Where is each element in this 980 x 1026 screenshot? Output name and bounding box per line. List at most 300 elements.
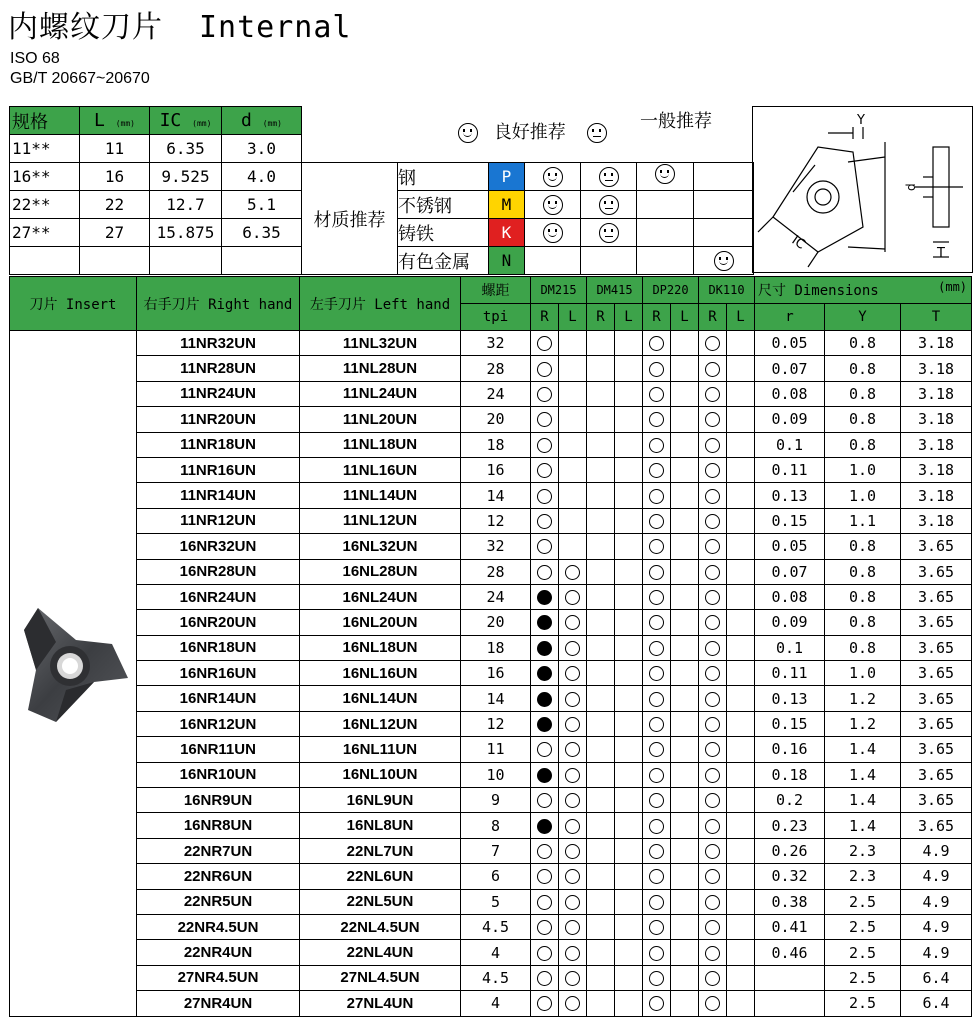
left-hand-code: 11NL28UN xyxy=(300,356,461,381)
grade-cell xyxy=(587,838,615,863)
grade-dp220: DP220 xyxy=(643,277,699,304)
dim-y-value: 1.0 xyxy=(825,483,901,508)
grade-cell xyxy=(615,635,643,660)
grade-cell xyxy=(671,737,699,762)
material-recommend-cell xyxy=(637,191,694,219)
grade-cell xyxy=(587,381,615,406)
table-row xyxy=(10,788,972,813)
spec-row xyxy=(10,191,302,219)
dim-t-value: 6.4 xyxy=(901,991,972,1016)
legend-good: 良好推荐 xyxy=(458,118,607,144)
grade-cell xyxy=(559,889,587,914)
dim-r-value: 0.18 xyxy=(755,762,825,787)
tpi-value: 28 xyxy=(461,356,531,381)
right-hand-code: 22NR7UN xyxy=(137,838,300,863)
left-hand-code: 27NL4.5UN xyxy=(300,965,461,990)
grade-cell xyxy=(587,762,615,787)
grade-cell xyxy=(587,534,615,559)
dim-r-value: 0.16 xyxy=(755,737,825,762)
open-circle-icon xyxy=(537,387,552,402)
open-circle-icon xyxy=(565,615,580,630)
diagram-d-label: d xyxy=(904,183,918,191)
grade-cell xyxy=(643,534,671,559)
grade-cell xyxy=(671,661,699,686)
open-circle-icon xyxy=(649,565,664,580)
grade-cell xyxy=(643,483,671,508)
table-row xyxy=(10,381,972,406)
grade-cell xyxy=(643,559,671,584)
grade-cell xyxy=(699,534,727,559)
open-circle-icon xyxy=(705,387,720,402)
open-circle-icon xyxy=(649,869,664,884)
grade-cell xyxy=(699,914,727,939)
filled-circle-icon xyxy=(537,819,552,834)
grade-cell xyxy=(727,686,755,711)
grade-cell xyxy=(615,457,643,482)
tpi-value: 7 xyxy=(461,838,531,863)
tpi-value: 4.5 xyxy=(461,965,531,990)
open-circle-icon xyxy=(705,539,720,554)
grade-cell xyxy=(699,483,727,508)
open-circle-icon xyxy=(649,996,664,1011)
grade-cell xyxy=(727,762,755,787)
dim-t-value: 6.4 xyxy=(901,965,972,990)
left-hand-code: 16NL14UN xyxy=(300,686,461,711)
dim-y-value: 2.5 xyxy=(825,889,901,914)
grade-cell xyxy=(587,508,615,533)
grade-cell xyxy=(671,331,699,356)
grade-cell xyxy=(727,584,755,609)
open-circle-icon xyxy=(537,996,552,1011)
recommend-smiley-icon xyxy=(599,167,619,187)
grade-cell xyxy=(531,610,559,635)
dim-y-value: 2.5 xyxy=(825,991,901,1016)
open-circle-icon xyxy=(705,971,720,986)
table-row xyxy=(10,940,972,965)
dim-y-value: 1.2 xyxy=(825,711,901,736)
open-circle-icon xyxy=(649,742,664,757)
good-smiley-icon xyxy=(458,123,478,143)
filled-circle-icon xyxy=(537,615,552,630)
dim-r-value: 0.05 xyxy=(755,331,825,356)
right-hand-code: 16NR16UN xyxy=(137,661,300,686)
grade-cell xyxy=(671,407,699,432)
spec-row xyxy=(10,219,302,247)
grade-cell xyxy=(587,991,615,1016)
grade-cell xyxy=(559,457,587,482)
left-hand-code: 16NL16UN xyxy=(300,661,461,686)
left-hand-code: 11NL14UN xyxy=(300,483,461,508)
grade-cell xyxy=(615,711,643,736)
right-hand-code: 11NR12UN xyxy=(137,508,300,533)
open-circle-icon xyxy=(705,819,720,834)
l-cell: 27 xyxy=(80,219,150,247)
left-hand-code: 11NL32UN xyxy=(300,331,461,356)
open-circle-icon xyxy=(565,666,580,681)
grade-cell xyxy=(615,534,643,559)
dim-y-value: 0.8 xyxy=(825,331,901,356)
open-circle-icon xyxy=(565,946,580,961)
left-hand-code: 16NL9UN xyxy=(300,788,461,813)
tpi-value: 16 xyxy=(461,661,531,686)
grade-cell xyxy=(531,407,559,432)
dim-r-value xyxy=(755,965,825,990)
dim-Y-header: Y xyxy=(825,304,901,331)
grade-cell xyxy=(615,407,643,432)
tpi-value: 4 xyxy=(461,991,531,1016)
dim-r-value: 0.07 xyxy=(755,559,825,584)
open-circle-icon xyxy=(565,641,580,656)
grade-cell xyxy=(671,788,699,813)
open-circle-icon xyxy=(649,768,664,783)
grade-cell xyxy=(671,508,699,533)
grade-dm215: DM215 xyxy=(531,277,587,304)
grade-cell xyxy=(531,483,559,508)
grade-cell xyxy=(643,762,671,787)
grade-l-header: L xyxy=(671,304,699,331)
ic-cell: 12.7 xyxy=(150,191,222,219)
tpi-value: 8 xyxy=(461,813,531,838)
dim-t-value: 3.65 xyxy=(901,711,972,736)
grade-cell xyxy=(727,965,755,990)
right-hand-code: 11NR18UN xyxy=(137,432,300,457)
grade-cell xyxy=(559,331,587,356)
grade-r-header: R xyxy=(531,304,559,331)
spec-table xyxy=(9,106,302,275)
open-circle-icon xyxy=(537,793,552,808)
grade-cell xyxy=(699,940,727,965)
insert-table xyxy=(9,276,972,1017)
grade-dk110: DK110 xyxy=(699,277,755,304)
spec-cell: 22** xyxy=(10,191,80,219)
material-name: 不锈钢 xyxy=(398,191,489,219)
tpi-value: 5 xyxy=(461,889,531,914)
open-circle-icon xyxy=(649,362,664,377)
dim-r-value: 0.1 xyxy=(755,432,825,457)
dim-t-value: 3.65 xyxy=(901,686,972,711)
open-circle-icon xyxy=(537,489,552,504)
grade-cell xyxy=(587,457,615,482)
open-circle-icon xyxy=(649,387,664,402)
grade-cell xyxy=(559,483,587,508)
grade-cell xyxy=(727,991,755,1016)
open-circle-icon xyxy=(705,489,720,504)
dim-y-value: 1.4 xyxy=(825,813,901,838)
grade-cell xyxy=(615,356,643,381)
table-row xyxy=(10,737,972,762)
grade-cell xyxy=(615,331,643,356)
grade-cell xyxy=(531,914,559,939)
table-row xyxy=(10,635,972,660)
dim-y-value: 1.0 xyxy=(825,457,901,482)
left-hand-code: 16NL12UN xyxy=(300,711,461,736)
open-circle-icon xyxy=(649,514,664,529)
grade-cell xyxy=(671,889,699,914)
left-hand-code: 11NL16UN xyxy=(300,457,461,482)
grade-cell xyxy=(559,635,587,660)
table-row xyxy=(10,584,972,609)
grade-cell xyxy=(559,991,587,1016)
open-circle-icon xyxy=(537,920,552,935)
grade-cell xyxy=(587,610,615,635)
left-hand-code: 16NL32UN xyxy=(300,534,461,559)
open-circle-icon xyxy=(649,793,664,808)
material-recommend-cell xyxy=(637,163,694,191)
diagram-y-label: Y xyxy=(857,113,865,128)
dim-y-value: 1.4 xyxy=(825,737,901,762)
left-hand-code: 16NL8UN xyxy=(300,813,461,838)
grade-cell xyxy=(615,940,643,965)
right-hand-code: 22NR5UN xyxy=(137,889,300,914)
dim-r-value: 0.15 xyxy=(755,711,825,736)
grade-cell xyxy=(699,686,727,711)
grade-cell xyxy=(531,356,559,381)
dim-r-value: 0.1 xyxy=(755,635,825,660)
grade-cell xyxy=(671,864,699,889)
open-circle-icon xyxy=(537,971,552,986)
grade-cell xyxy=(531,965,559,990)
open-circle-icon xyxy=(649,692,664,707)
material-row xyxy=(302,163,754,191)
table-row xyxy=(10,762,972,787)
grade-cell xyxy=(727,331,755,356)
open-circle-icon xyxy=(537,895,552,910)
dim-t-value: 3.65 xyxy=(901,584,972,609)
grade-cell xyxy=(643,356,671,381)
dim-t-value: 3.18 xyxy=(901,483,972,508)
open-circle-icon xyxy=(565,692,580,707)
spec-cell: 27** xyxy=(10,219,80,247)
grade-cell xyxy=(615,813,643,838)
open-circle-icon xyxy=(537,946,552,961)
open-circle-icon xyxy=(537,362,552,377)
open-circle-icon xyxy=(537,412,552,427)
dim-r-value: 0.09 xyxy=(755,407,825,432)
open-circle-icon xyxy=(537,844,552,859)
dim-r-value: 0.09 xyxy=(755,610,825,635)
grade-cell xyxy=(615,965,643,990)
left-hand-code: 16NL20UN xyxy=(300,610,461,635)
grade-cell xyxy=(615,483,643,508)
dim-y-value: 2.3 xyxy=(825,864,901,889)
grade-l-header: L xyxy=(559,304,587,331)
table-row xyxy=(10,508,972,533)
grade-cell xyxy=(531,686,559,711)
open-circle-icon xyxy=(705,641,720,656)
dim-t-value: 3.65 xyxy=(901,737,972,762)
tpi-value: 14 xyxy=(461,483,531,508)
open-circle-icon xyxy=(649,615,664,630)
ic-header: IC (mm) xyxy=(150,107,222,135)
standard-iso: ISO 68 xyxy=(10,50,60,67)
grade-cell xyxy=(727,407,755,432)
dim-t-value: 4.9 xyxy=(901,914,972,939)
grade-cell xyxy=(671,965,699,990)
grade-cell xyxy=(643,788,671,813)
grade-cell xyxy=(727,356,755,381)
grade-cell xyxy=(727,508,755,533)
title-en: Internal xyxy=(199,10,352,45)
grade-l-header: L xyxy=(615,304,643,331)
grade-cell xyxy=(699,407,727,432)
right-hand-header: 右手刀片 Right hand xyxy=(137,277,300,331)
grade-cell xyxy=(643,457,671,482)
grade-cell xyxy=(531,940,559,965)
open-circle-icon xyxy=(705,463,720,478)
grade-cell xyxy=(643,610,671,635)
grade-cell xyxy=(531,762,559,787)
grade-cell xyxy=(559,559,587,584)
tpi-value: 24 xyxy=(461,381,531,406)
material-recommend-cell xyxy=(581,219,637,247)
insert-diagram xyxy=(752,106,973,273)
dim-t-value: 3.18 xyxy=(901,432,972,457)
grade-cell xyxy=(671,813,699,838)
grade-cell xyxy=(643,584,671,609)
table-row xyxy=(10,457,972,482)
grade-cell xyxy=(727,788,755,813)
grade-r-header: R xyxy=(699,304,727,331)
grade-cell xyxy=(699,864,727,889)
grade-cell xyxy=(727,559,755,584)
grade-cell xyxy=(559,864,587,889)
dim-y-value: 0.8 xyxy=(825,534,901,559)
grade-cell xyxy=(699,432,727,457)
material-recommend-cell xyxy=(525,219,581,247)
left-hand-code: 22NL5UN xyxy=(300,889,461,914)
page-title xyxy=(8,2,352,46)
table-row xyxy=(10,356,972,381)
material-name: 钢 xyxy=(398,163,489,191)
dim-r-value: 0.07 xyxy=(755,356,825,381)
grade-cell xyxy=(671,457,699,482)
right-hand-code: 27NR4.5UN xyxy=(137,965,300,990)
open-circle-icon xyxy=(705,895,720,910)
material-recommend-cell xyxy=(525,163,581,191)
title-cn: 内螺纹刀片 xyxy=(8,10,163,45)
tpi-value: 16 xyxy=(461,457,531,482)
grade-cell xyxy=(559,813,587,838)
grade-cell xyxy=(559,762,587,787)
grade-cell xyxy=(643,864,671,889)
material-code: M xyxy=(489,191,525,219)
open-circle-icon xyxy=(705,692,720,707)
dim-y-value: 2.5 xyxy=(825,940,901,965)
grade-cell xyxy=(531,534,559,559)
dim-r-value: 0.46 xyxy=(755,940,825,965)
dim-t-value: 3.65 xyxy=(901,635,972,660)
grade-cell xyxy=(531,381,559,406)
grade-cell xyxy=(671,483,699,508)
tpi-value: 4 xyxy=(461,940,531,965)
filled-circle-icon xyxy=(537,768,552,783)
tpi-value: 18 xyxy=(461,432,531,457)
grade-cell xyxy=(699,711,727,736)
open-circle-icon xyxy=(537,336,552,351)
recommend-smiley-icon xyxy=(543,195,563,215)
material-recommend-cell xyxy=(581,191,637,219)
dim-r-value: 0.08 xyxy=(755,381,825,406)
recommend-smiley-icon xyxy=(599,195,619,215)
table-row xyxy=(10,483,972,508)
open-circle-icon xyxy=(537,463,552,478)
grade-cell xyxy=(559,965,587,990)
dim-y-value: 2.3 xyxy=(825,838,901,863)
grade-cell xyxy=(643,432,671,457)
table-row xyxy=(10,813,972,838)
tpi-value: 12 xyxy=(461,508,531,533)
dim-y-value: 2.5 xyxy=(825,965,901,990)
grade-cell xyxy=(531,788,559,813)
open-circle-icon xyxy=(537,539,552,554)
open-circle-icon xyxy=(565,717,580,732)
grade-cell xyxy=(727,661,755,686)
grade-cell xyxy=(643,508,671,533)
open-circle-icon xyxy=(649,489,664,504)
table-row xyxy=(10,610,972,635)
grade-cell xyxy=(727,610,755,635)
grade-cell xyxy=(671,711,699,736)
open-circle-icon xyxy=(705,565,720,580)
grade-cell xyxy=(727,737,755,762)
dim-r-value: 0.38 xyxy=(755,889,825,914)
dim-t-value: 3.18 xyxy=(901,457,972,482)
recommend-smiley-icon xyxy=(543,167,563,187)
general-smiley-icon xyxy=(587,123,607,143)
dim-t-value: 3.65 xyxy=(901,762,972,787)
left-hand-code: 11NL24UN xyxy=(300,381,461,406)
grade-cell xyxy=(559,661,587,686)
right-hand-code: 16NR14UN xyxy=(137,686,300,711)
dim-y-value: 1.4 xyxy=(825,788,901,813)
grade-cell xyxy=(559,737,587,762)
grade-cell xyxy=(643,737,671,762)
grade-cell xyxy=(671,762,699,787)
grade-cell xyxy=(671,584,699,609)
material-recommend-cell xyxy=(694,247,754,275)
open-circle-icon xyxy=(649,590,664,605)
dim-t-value: 4.9 xyxy=(901,889,972,914)
left-hand-code: 16NL10UN xyxy=(300,762,461,787)
open-circle-icon xyxy=(705,590,720,605)
right-hand-code: 11NR20UN xyxy=(137,407,300,432)
grade-cell xyxy=(615,864,643,889)
dim-y-value: 1.1 xyxy=(825,508,901,533)
grade-cell xyxy=(643,686,671,711)
d-cell: 3.0 xyxy=(222,135,302,163)
tpi-value: 14 xyxy=(461,686,531,711)
dim-y-value: 1.4 xyxy=(825,762,901,787)
grade-cell xyxy=(615,762,643,787)
right-hand-code: 16NR8UN xyxy=(137,813,300,838)
right-hand-code: 16NR12UN xyxy=(137,711,300,736)
material-recommend-cell xyxy=(694,163,754,191)
grade-cell xyxy=(615,381,643,406)
open-circle-icon xyxy=(705,768,720,783)
tpi-header: tpi xyxy=(461,304,531,331)
d-cell: 6.35 xyxy=(222,219,302,247)
grade-cell xyxy=(699,457,727,482)
dim-y-value: 2.5 xyxy=(825,914,901,939)
grade-cell xyxy=(531,889,559,914)
right-hand-code: 16NR32UN xyxy=(137,534,300,559)
table-row xyxy=(10,331,972,356)
grade-cell xyxy=(587,559,615,584)
grade-cell xyxy=(531,331,559,356)
spec-cell: 11** xyxy=(10,135,80,163)
grade-cell xyxy=(699,889,727,914)
grade-cell xyxy=(727,813,755,838)
